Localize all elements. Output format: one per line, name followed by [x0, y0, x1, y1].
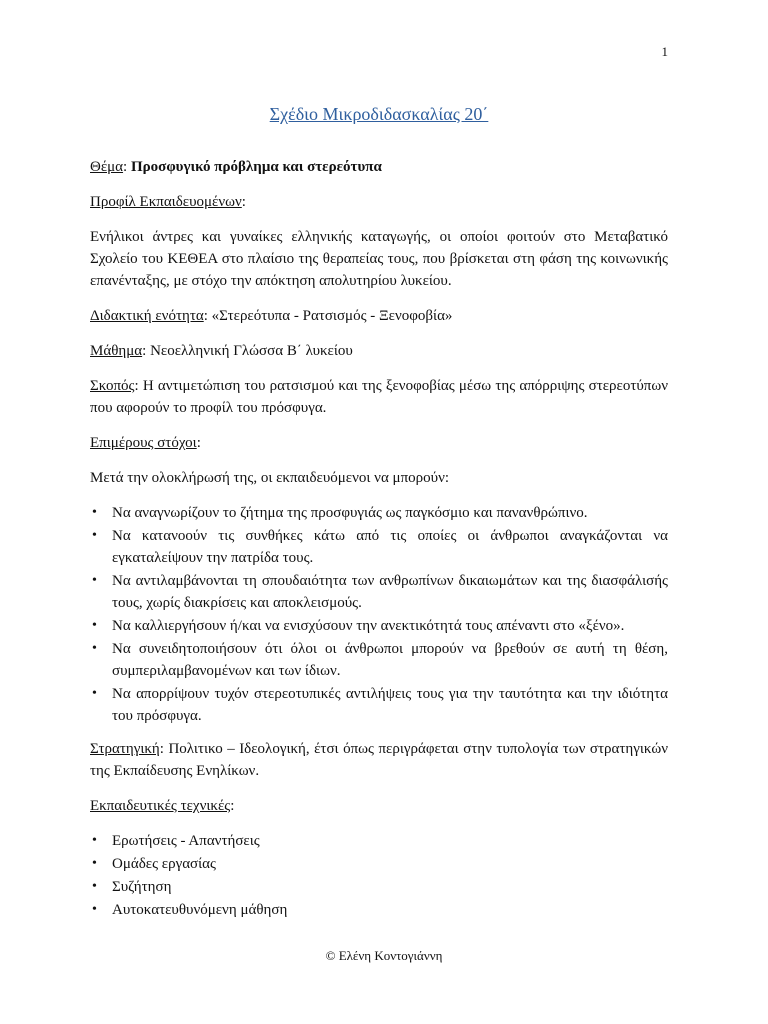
lesson-value: Νεοελληνική Γλώσσα Β΄ λυκείου: [150, 343, 353, 359]
footer-copyright: © Ελένη Κοντογιάννη: [325, 948, 443, 963]
strategy-label: Στρατηγική: [90, 741, 160, 757]
objectives-label: Επιμέρους στόχοι: [90, 435, 197, 451]
objective-item: • Να απορρίψουν τυχόν στερεοτυπικές αντιλήψεις τους για την ταυτότητα και την ιδιότητα του πρόσφυγα.: [90, 683, 668, 727]
techniques-label: Εκπαιδευτικές τεχνικές: [90, 798, 231, 814]
document-title: Σχέδιο Μικροδιδασκαλίας 20΄: [269, 104, 489, 124]
page-number: 1: [661, 44, 668, 59]
objectives-list: [90, 502, 668, 727]
topic-label: Θέμα: [90, 159, 124, 175]
profile-heading: Προφίλ Εκπαιδευομένων:: [90, 194, 246, 210]
topic-value: Προσφυγικό πρόβλημα και στερεότυπα: [130, 159, 382, 175]
document-body: [90, 102, 668, 932]
goal-line: Σκοπός: Η αντιμετώπιση του ρατσισμού και της ξενοφοβίας μέσω της απόρριψης στερεοτύπων που αφορούν το προφίλ του πρόσφυγα.: [90, 378, 668, 416]
objective-item: • Να συνειδητοποιήσουν ότι όλοι οι άνθρωποι μπορούν να βρεθούν σε αυτή τη θέση, συμπεριλαμβανομένων και των ίδιων.: [90, 638, 668, 682]
lesson-line: Μάθημα: Νεοελληνική Γλώσσα Β΄ λυκείου: [90, 343, 353, 359]
objective-item: • Να αντιλαμβάνονται τη σπουδαιότητα των ανθρωπίνων δικαιωμάτων και της διασφάλισής τους, χωρίς διακρίσεις και αποκλεισμούς.: [90, 570, 668, 614]
unit-label: Διδακτική ενότητα: [90, 308, 204, 324]
technique-item: • Ερωτήσεις - Απαντήσεις: [90, 830, 668, 852]
unit-line: Διδακτική ενότητα: «Στερεότυπα - Ρατσισμός - Ξενοφοβία»: [90, 308, 453, 324]
objective-item: • Να αναγνωρίζουν το ζήτημα της προσφυγιάς ως παγκόσμιο και πανανθρώπινο.: [90, 502, 668, 524]
technique-item: • Συζήτηση: [90, 876, 668, 898]
objective-item: • Να καλλιεργήσουν ή/και να ενισχύσουν την ανεκτικότητά τους απέναντι στο «ξένο».: [90, 615, 668, 637]
strategy-value: Πολιτικο – Ιδεολογική, έτσι όπως περιγράφεται στην τυπολογία των στρατηγικών της Εκπαίδευσης Ενηλίκων.: [90, 741, 669, 779]
objectives-heading: Επιμέρους στόχοι:: [90, 435, 201, 451]
strategy-line: Στρατηγική: Πολιτικο – Ιδεολογική, έτσι όπως περιγράφεται στην τυπολογία των στρατηγικών της Εκπαίδευσης Ενηλίκων.: [90, 741, 669, 779]
lesson-label: Μάθημα: [90, 343, 143, 359]
goal-value: Η αντιμετώπιση του ρατσισμού και της ξενοφοβίας μέσω της απόρριψης στερεοτύπων που αφορούν το προφίλ του πρόσφυγα.: [90, 378, 668, 416]
goal-label: Σκοπός: [90, 378, 135, 394]
objective-item: • Να κατανοούν τις συνθήκες κάτω από τις οποίες οι άνθρωποι αναγκάζονται να εγκαταλείψουν την πατρίδα τους.: [90, 525, 668, 569]
objectives-intro: Μετά την ολοκλήρωσή της, οι εκπαιδευόμενοι να μπορούν:: [90, 470, 450, 486]
technique-item: • Αυτοκατευθυνόμενη μάθηση: [90, 899, 668, 921]
techniques-list: [90, 830, 668, 921]
profile-label: Προφίλ Εκπαιδευομένων: [90, 194, 242, 210]
profile-text: Ενήλικοι άντρες και γυναίκες ελληνικής καταγωγής, οι οποίοι φοιτούν στο Μεταβατικό Σχολείο του ΚΕΘΕΑ στο πλαίσιο της θεραπείας τους, που βρίσκεται στη φάση της κοινωνικής επανένταξης, με στόχο την απόκτηση απολυτηρίου λυκείου.: [90, 229, 668, 289]
topic-line: Θέμα: Προσφυγικό πρόβλημα και στερεότυπα: [90, 159, 382, 175]
technique-item: • Ομάδες εργασίας: [90, 853, 668, 875]
techniques-heading: Εκπαιδευτικές τεχνικές:: [90, 798, 235, 814]
unit-value: «Στερεότυπα - Ρατσισμός - Ξενοφοβία»: [211, 308, 453, 324]
